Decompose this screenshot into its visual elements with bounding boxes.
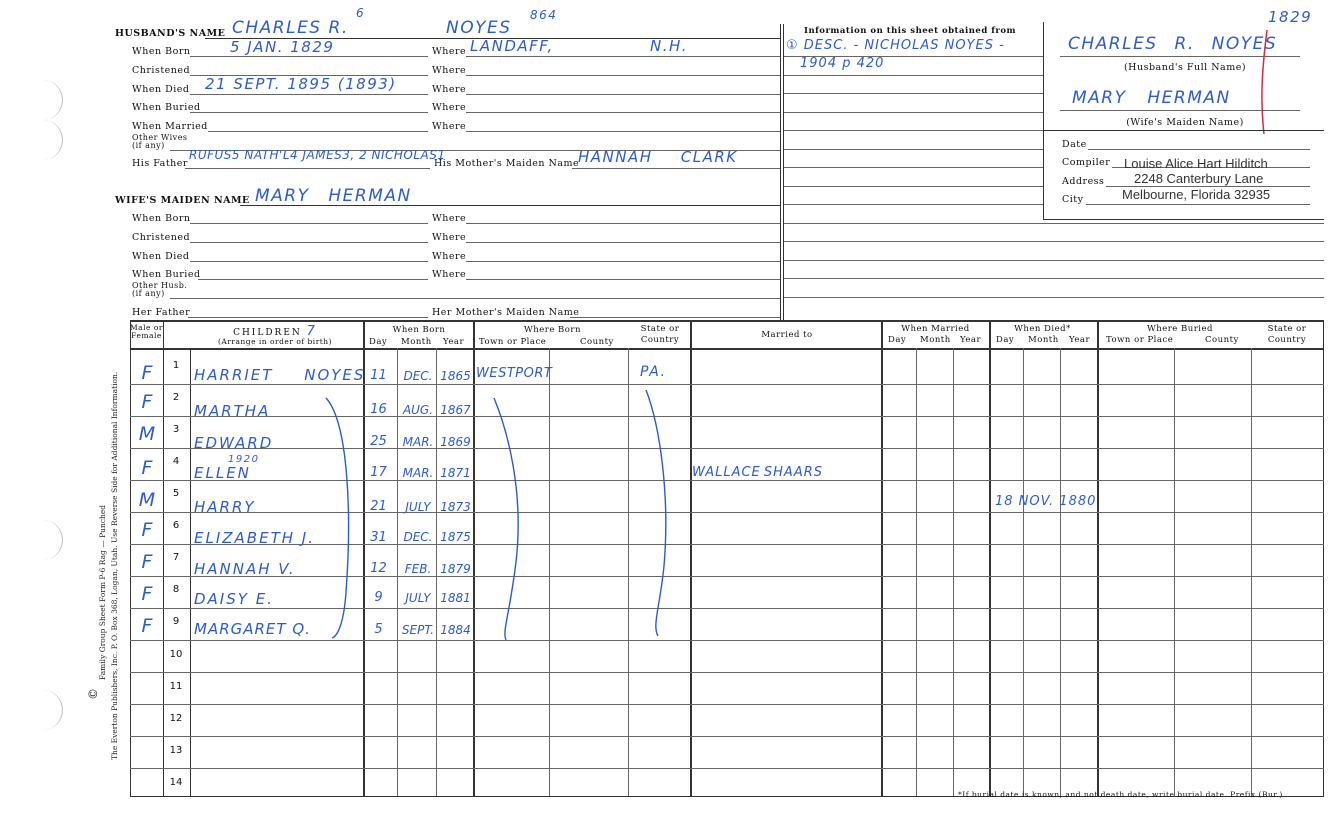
child-born-month[interactable]: MAR.	[402, 466, 434, 480]
wife-mother-label: Her Mother's Maiden Name	[432, 307, 580, 318]
husband-buried-label: When Buried	[132, 102, 201, 113]
husband-other-wives-label: Other Wives (if any)	[132, 133, 188, 150]
row-num: 13	[169, 745, 183, 756]
child-born-year[interactable]: 1879	[440, 562, 471, 576]
husband-name[interactable]: CHARLES R.	[232, 18, 349, 38]
th-wm-year: Year	[960, 335, 982, 345]
row-num: 6	[172, 520, 180, 531]
husband-father[interactable]: RUFUS5 NATH'L4 JAMES3, 2 NICHOLAS1	[189, 148, 446, 162]
child-note: 1920	[228, 454, 260, 465]
child-born-day[interactable]: 12	[370, 561, 387, 576]
husband-christened-label: Christened	[132, 65, 191, 76]
th-town: Town or Place	[479, 337, 547, 347]
right-wife-maiden[interactable]: MARY HERMAN	[1072, 88, 1231, 108]
child-name[interactable]: ELLEN	[194, 464, 251, 482]
child-name[interactable]: HARRY	[194, 498, 256, 516]
child-name[interactable]: DAISY E.	[194, 590, 274, 608]
th-wd-day: Day	[996, 335, 1015, 345]
child-born-town[interactable]: WESTPORT	[476, 366, 553, 381]
city-label: City	[1062, 194, 1084, 205]
city-value: Melbourne, Florida 32935	[1122, 187, 1271, 202]
child-born-day[interactable]: 16	[370, 402, 387, 417]
husband-born[interactable]: 5 JAN. 1829	[230, 38, 335, 56]
th-children-label: CHILDREN	[233, 328, 302, 338]
wife-born-where-label: Where	[432, 213, 467, 224]
child-born-year[interactable]: 1881	[440, 591, 471, 605]
row-num: 4	[172, 456, 180, 467]
husband-label: HUSBAND'S NAME	[115, 28, 226, 39]
husband-died[interactable]: 21 SEPT. 1895 (1893)	[205, 75, 397, 93]
right-wife-maiden-label: (Wife's Maiden Name)	[1126, 117, 1244, 128]
th-wb-county: County	[1205, 335, 1239, 345]
wife-buried-label: When Buried	[132, 269, 201, 280]
th-wm-day: Day	[888, 335, 907, 345]
child-born-month[interactable]: MAR.	[402, 435, 434, 449]
row-num: 12	[169, 713, 183, 724]
th-children-count: 7	[306, 324, 317, 339]
row-num: 1	[172, 360, 180, 371]
compiler-value: Louise Alice Hart Hilditch	[1124, 156, 1268, 171]
punch-hole	[40, 690, 63, 730]
child-sex[interactable]: F	[141, 391, 153, 413]
wife-name[interactable]: MARY HERMAN	[255, 186, 412, 206]
address-label: Address	[1062, 176, 1105, 187]
husband-buried-where-label: Where	[432, 102, 467, 113]
wife-buried-where-label: Where	[432, 269, 467, 280]
child-sex[interactable]: F	[141, 615, 153, 637]
row-num: 9	[172, 616, 180, 627]
child-name[interactable]: HARRIET NOYES	[194, 366, 366, 384]
child-sex[interactable]: F	[141, 551, 153, 573]
husband-ref: 864	[530, 8, 558, 22]
child-born-month[interactable]: DEC.	[403, 369, 433, 383]
th-wm-month: Month	[920, 335, 951, 345]
row-num: 2	[172, 392, 180, 403]
row-num: 10	[169, 649, 183, 660]
child-born-day[interactable]: 5	[374, 622, 383, 637]
husband-mother-label: His Mother's Maiden Name	[434, 158, 580, 169]
right-husband-full[interactable]: CHARLES R. NOYES	[1068, 34, 1278, 54]
child-born-month[interactable]: FEB.	[404, 562, 432, 576]
footnote: *If burial date is known, and not death date, write burial date. Prefix (Bur.)	[958, 790, 1283, 799]
row-num: 11	[169, 681, 183, 692]
th-sex: Male or Female	[130, 323, 163, 340]
th-county: County	[580, 337, 614, 347]
th-wb-state: State or Country	[1267, 324, 1307, 345]
child-name[interactable]: EDWARD	[194, 434, 274, 452]
husband-born-where-label: Where	[432, 46, 467, 57]
child-died[interactable]: 18 NOV. 1880	[995, 494, 1097, 509]
th-day: Day	[369, 337, 388, 347]
info-title: Information on this sheet obtained from	[803, 26, 1017, 36]
child-sex[interactable]: F	[141, 457, 153, 479]
row-num: 8	[172, 584, 180, 595]
child-born-month[interactable]: JULY	[405, 500, 431, 514]
th-where-buried: Where Buried	[1146, 324, 1213, 334]
th-where-born: Where Born	[524, 325, 581, 335]
child-born-month[interactable]: JULY	[405, 591, 431, 605]
child-born-year[interactable]: 1875	[440, 530, 471, 544]
th-when-died: When Died*	[1014, 324, 1071, 334]
child-born-year[interactable]: 1867	[440, 403, 471, 417]
child-born-month[interactable]: SEPT.	[401, 623, 435, 637]
wife-born-label: When Born	[132, 213, 191, 224]
th-when-born: When Born	[392, 325, 446, 335]
child-born-day[interactable]: 25	[370, 434, 387, 449]
th-wb-town: Town or Place	[1106, 335, 1174, 345]
husband-born-state[interactable]: N.H.	[650, 37, 689, 55]
punch-hole	[40, 520, 63, 560]
side-text-copyright: ©	[86, 688, 100, 700]
ditto-mark-surname	[322, 392, 362, 642]
wife-christened-where-label: Where	[432, 232, 467, 243]
th-married-to: Married to	[761, 330, 813, 340]
th-children-sub: (Arrange in order of birth)	[217, 337, 333, 346]
child-married-to[interactable]: WALLACE SHAARS	[692, 465, 823, 480]
child-born-year[interactable]: 1884	[440, 623, 471, 637]
th-state: State or Country	[640, 324, 680, 345]
info-line2[interactable]: 1904 p 420	[800, 56, 885, 71]
husband-christened-where-label: Where	[432, 65, 467, 76]
husband-married-label: When Married	[132, 121, 208, 132]
row-num: 3	[172, 424, 180, 435]
side-text-line2: The Everton Publishers, Inc. P. O. Box 368, Logan, Utah. Use Reverse Side for Additional Information.	[110, 371, 119, 760]
child-born-year[interactable]: 1865	[440, 369, 471, 383]
child-name[interactable]: HANNAH V.	[194, 560, 296, 578]
husband-born-where[interactable]: LANDAFF,	[470, 37, 554, 55]
child-sex[interactable]: F	[141, 362, 153, 384]
row-num: 5	[172, 488, 180, 499]
child-sex[interactable]: F	[141, 519, 153, 541]
child-name[interactable]: ELIZABETH J.	[194, 529, 315, 547]
child-born-year[interactable]: 1873	[440, 500, 471, 514]
th-wd-month: Month	[1028, 335, 1059, 345]
child-born-day[interactable]: 9	[374, 590, 383, 605]
red-pen-mark	[1256, 30, 1270, 134]
wife-other-husb-label: Other Husb. (if any)	[132, 281, 188, 298]
husband-generation: 6	[356, 6, 366, 20]
row-num: 7	[172, 552, 180, 563]
husband-surname[interactable]: NOYES	[446, 18, 512, 38]
date-label: Date	[1062, 139, 1087, 150]
ditto-mark-town	[488, 392, 538, 642]
row-num: 14	[169, 777, 183, 788]
child-sex[interactable]: F	[141, 583, 153, 605]
child-sex[interactable]: M	[138, 489, 156, 511]
child-name[interactable]: MARGARET Q.	[194, 620, 311, 638]
child-born-day[interactable]: 17	[370, 465, 387, 480]
husband-mother[interactable]: HANNAH CLARK	[578, 148, 738, 166]
wife-christened-label: Christened	[132, 232, 191, 243]
th-month: Month	[401, 337, 432, 347]
info-line1[interactable]: ① DESC. - NICHOLAS NOYES -	[786, 38, 1005, 53]
husband-born-label: When Born	[132, 46, 191, 57]
child-born-year[interactable]: 1871	[440, 466, 471, 480]
wife-died-where-label: Where	[432, 251, 467, 262]
child-born-month[interactable]: DEC.	[403, 530, 433, 544]
wife-label: WIFE'S MAIDEN NAME	[115, 195, 250, 206]
child-born-day[interactable]: 21	[370, 499, 387, 514]
punch-hole	[40, 120, 63, 160]
child-born-day[interactable]: 11	[370, 368, 387, 383]
husband-married-where-label: Where	[432, 121, 467, 132]
th-year: Year	[443, 337, 465, 347]
wife-father-label: Her Father	[132, 307, 191, 318]
child-born-state[interactable]: PA.	[640, 364, 667, 380]
side-text-line1: Family Group Sheet Form P-6 Rag — Punched	[98, 504, 107, 680]
husband-father-label: His Father	[132, 158, 188, 169]
wife-died-label: When Died	[132, 251, 190, 262]
child-sex[interactable]: M	[138, 423, 156, 445]
address-value: 2248 Canterbury Lane	[1134, 171, 1264, 186]
th-wd-year: Year	[1069, 335, 1091, 345]
husband-died-label: When Died	[132, 84, 190, 95]
right-husband-full-label: (Husband's Full Name)	[1123, 62, 1247, 73]
punch-hole	[40, 80, 63, 120]
child-born-year[interactable]: 1869	[440, 435, 471, 449]
ditto-mark-state	[640, 386, 680, 638]
child-name[interactable]: MARTHA	[194, 402, 271, 420]
compiler-label: Compiler	[1062, 157, 1111, 168]
right-year-note: 1829	[1268, 8, 1313, 26]
child-born-day[interactable]: 31	[370, 530, 387, 545]
child-born-month[interactable]: AUG.	[402, 403, 434, 417]
husband-died-where-label: Where	[432, 84, 467, 95]
th-when-married: When Married	[901, 324, 970, 334]
